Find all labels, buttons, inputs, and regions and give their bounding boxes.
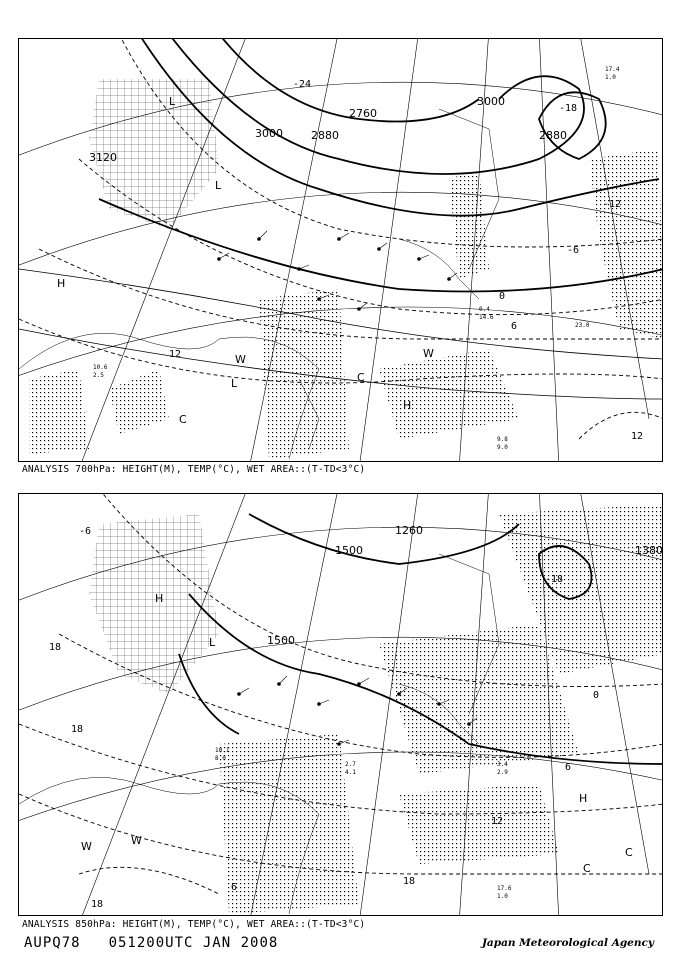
temp-label: -18: [545, 574, 564, 585]
height-label: 1380: [635, 544, 663, 557]
height-label: 3000: [255, 127, 283, 140]
map-panel-850hpa: [18, 493, 663, 916]
map-panel-700hpa: [18, 38, 663, 462]
pressure-center-c: C: [357, 371, 365, 384]
temp-label: 18: [71, 724, 84, 735]
temp-label: 12: [491, 816, 504, 827]
pressure-center-w: W: [235, 353, 246, 366]
pressure-center-h: H: [403, 399, 412, 412]
pressure-center-l: L: [215, 179, 222, 192]
temp-label: 12: [631, 431, 644, 442]
station-value: 3.4: [497, 761, 508, 768]
pressure-center-l: L: [209, 636, 216, 649]
product-id: AUPQ78: [24, 935, 81, 951]
height-label: 1500: [267, 634, 295, 647]
temp-label: 6: [565, 762, 572, 773]
temp-label: 18: [91, 899, 104, 910]
temp-label: 0: [499, 291, 506, 302]
temp-label: -12: [603, 199, 622, 210]
footer-product: [24, 935, 306, 951]
pressure-center-h: H: [57, 277, 66, 290]
station-value: 23.0: [575, 322, 590, 329]
temp-label: -6: [79, 526, 92, 537]
station-value: 2.5: [93, 372, 104, 379]
wet-areas: [29, 79, 663, 459]
height-label: 2880: [311, 129, 339, 142]
pressure-center-h: H: [155, 592, 164, 605]
wet-areas: [89, 504, 663, 914]
caption-850hpa: ANALYSIS 850hPa: HEIGHT(M), TEMP(°C), WET AREA::(T-TD<3°C): [22, 919, 366, 930]
temp-label: 0: [593, 690, 600, 701]
station-value: 4.1: [345, 769, 356, 776]
station-value: 14.6: [479, 314, 494, 321]
height-label: 1260: [395, 524, 423, 537]
station-value: 17.4: [605, 66, 620, 73]
temp-label: -6: [567, 245, 580, 256]
height-label: 2880: [539, 129, 567, 142]
pressure-center-c: C: [625, 846, 633, 859]
station-value: 9.8: [497, 436, 508, 443]
temp-label: -18: [559, 103, 578, 114]
station-value: 9.0: [497, 444, 508, 451]
station-value: 1.0: [605, 74, 616, 81]
station-value: 17.6: [497, 885, 512, 892]
temp-label: 18: [49, 642, 62, 653]
pressure-center-h: H: [579, 792, 588, 805]
map-850hpa-drawing: [19, 494, 663, 916]
station-value: 2.7: [345, 761, 356, 768]
station-value: 8.0: [215, 755, 226, 762]
station-value: 2.9: [497, 769, 508, 776]
pressure-center-c: C: [583, 862, 591, 875]
station-value: 0.4: [479, 306, 490, 313]
height-label: 2760: [349, 107, 377, 120]
analysis-datetime: 051200UTC JAN 2008: [108, 935, 279, 951]
pressure-center-l: L: [231, 377, 238, 390]
station-value: 1.0: [497, 893, 508, 900]
station-value: 10.6: [93, 364, 108, 371]
pressure-center-w: W: [81, 840, 92, 853]
height-label: 3000: [477, 95, 505, 108]
caption-700hpa: ANALYSIS 700hPa: HEIGHT(M), TEMP(°C), WET AREA::(T-TD<3°C): [22, 464, 366, 475]
temp-label: 12: [169, 349, 182, 360]
pressure-center-c: C: [179, 413, 187, 426]
agency-name: Japan Meteorological Agency: [481, 937, 654, 949]
temp-label: -24: [293, 79, 312, 90]
pressure-center-w: W: [423, 347, 434, 360]
pressure-center-w: W: [131, 834, 142, 847]
map-700hpa-drawing: [19, 39, 663, 462]
temp-label: 6: [511, 321, 518, 332]
pressure-center-l: L: [169, 95, 176, 108]
station-value: 10.1: [215, 747, 230, 754]
temp-label: 6: [231, 882, 238, 893]
height-label: 3120: [89, 151, 117, 164]
height-label: 1500: [335, 544, 363, 557]
temp-label: 18: [403, 876, 416, 887]
